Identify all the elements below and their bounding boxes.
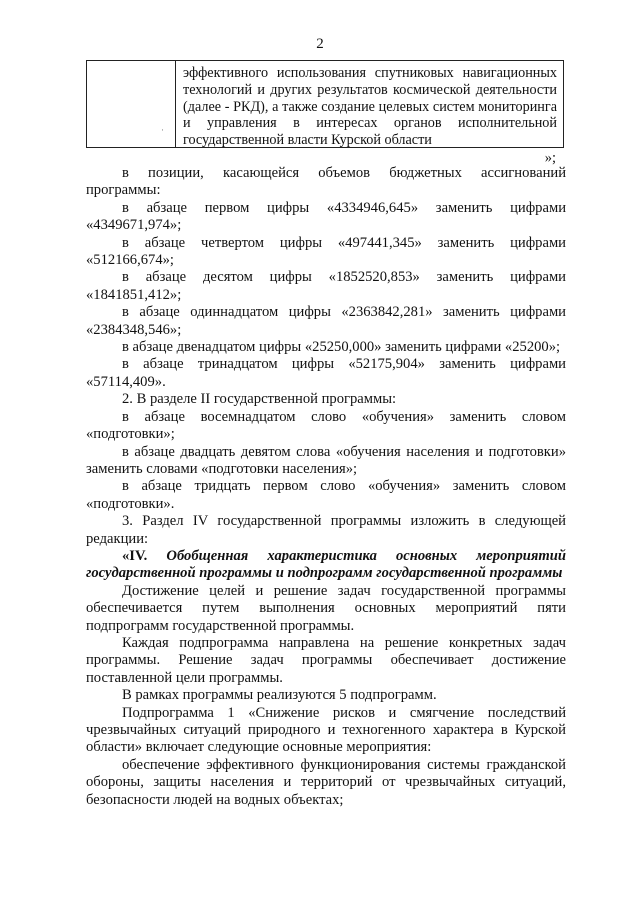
section-heading [86, 548, 566, 583]
heading-text: Обобщенная характеристика основных мероприятий государственной программы и подпрограмм государственной программы [86, 547, 567, 582]
paragraph: Достижение целей и решение задач государственной программы обеспечивается путем выполнения основных мероприятий пяти подпрограмм государственной программы. [86, 582, 566, 634]
paragraph: в абзаце четвертом цифры «497441,345» заменить цифрами «512166,674»; [86, 234, 566, 269]
paragraph: 3. Раздел IV государственной программы изложить в следующей редакции: [86, 513, 566, 547]
paragraph: в абзаце десятом цифры «1852520,853» заменить цифрами «1841851,412»; [86, 269, 566, 303]
paragraph: в абзаце восемнадцатом слово «обучения» заменить словом «подготовки»; [86, 408, 566, 443]
document-body [86, 165, 566, 809]
paragraph: в абзаце тринадцатом цифры «52175,904» заменить цифрами «57114,409». [86, 356, 566, 390]
paragraph: в абзаце двенадцатом цифры «25250,000» заменить цифрами «25200»; [122, 339, 561, 356]
heading-number: «IV. [122, 547, 148, 564]
paragraph: В рамках программы реализуются 5 подпрограмм. [122, 687, 437, 704]
paragraph: обеспечение эффективного функционирования системы гражданской обороны, защиты населения и территорий от чрезвычайных ситуаций, безопасности людей на водных объектах; [86, 756, 566, 808]
paragraph: в абзаце одиннадцатом цифры «2363842,281» заменить цифрами «2384348,546»; [86, 304, 566, 338]
table-divider [175, 61, 176, 147]
paragraph: в абзаце первом цифры «4334946,645» заменить цифрами «4349671,974»; [86, 199, 566, 234]
paragraph: 2. В разделе II государственной программы: [122, 391, 397, 408]
paragraph: в абзаце тридцать первом слово «обучения» заменить словом «подготовки». [86, 478, 566, 512]
paragraph: в позиции, касающейся объемов бюджетных ассигнований программы: [86, 165, 566, 199]
page-number: 2 [316, 36, 324, 52]
scan-speck: · [161, 125, 164, 135]
table-cell-text: эффективного использования спутниковых навигационных технологий и других результатов космической деятельности (далее - РКД), а также создание целевых систем мониторинга и управления в интересах органов исполнительной государственной власти Курской области [183, 65, 557, 149]
closing-quote: »; [544, 150, 556, 166]
paragraph: Каждая подпрограмма направлена на решение конкретных задач программы. Решение задач программы обеспечивает достижение поставленной цели программы. [86, 634, 566, 686]
paragraph: в абзаце двадцать девятом слова «обучения населения и подготовки» заменить словами «подготовки населения»; [86, 443, 566, 477]
table [86, 60, 564, 148]
paragraph: Подпрограмма 1 «Снижение рисков и смягчение последствий чрезвычайных ситуаций природного и техногенного характера в Курской области» включает следующие основные мероприятия: [86, 704, 566, 756]
